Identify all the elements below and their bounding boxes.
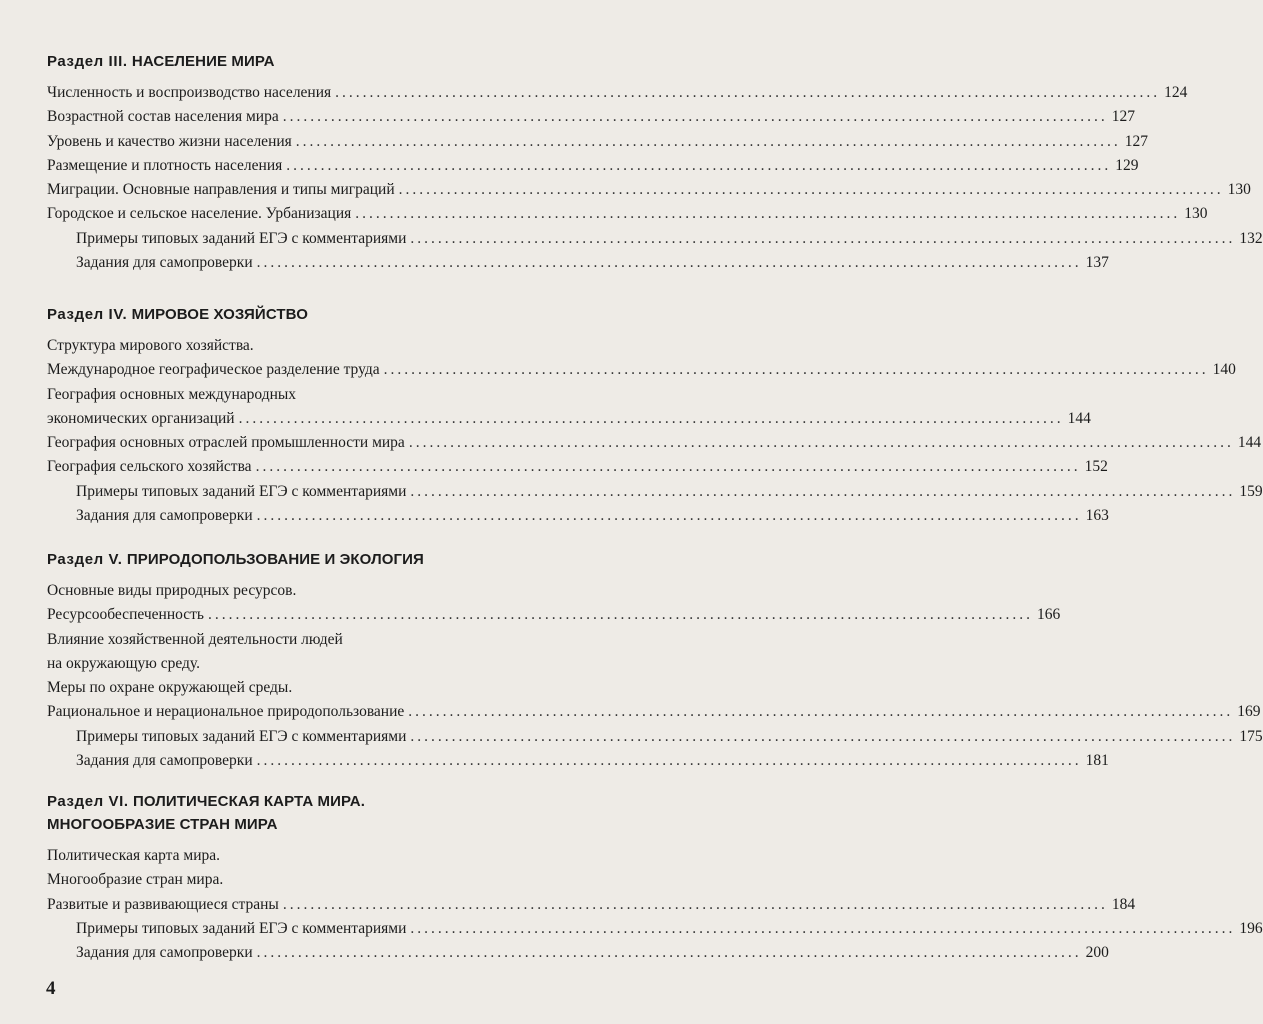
section-label: Раздел III.: [47, 53, 128, 70]
dot-leader: ........................................................................................................................: [335, 84, 1161, 101]
dot-leader: ........................................................................................................................: [256, 944, 1082, 962]
toc-entry-title: Основные виды природных ресурсов.: [47, 582, 297, 599]
toc-entry-page: 130: [1184, 205, 1208, 223]
toc-entry-title: Меры по охране окружающей среды.: [47, 679, 293, 697]
toc-entry[interactable]: [47, 105, 1135, 129]
dot-leader: ........................................................................................................................: [408, 434, 1234, 452]
dot-leader: ........................................................................................................................: [256, 752, 1082, 770]
dot-leader: ........................................................................................................................: [383, 361, 1209, 379]
toc-entry-page: 132: [1239, 229, 1263, 247]
toc-entry[interactable]: [47, 868, 571, 892]
toc-entry[interactable]: [47, 81, 1188, 105]
toc-entry-title: Миграции. Основные направления и типы миграций: [47, 181, 395, 199]
dot-leader: ........................................................................................................................: [238, 409, 1064, 427]
section-title: ПРИРОДОПОЛЬЗОВАНИЕ И ЭКОЛОГИЯ: [126, 551, 424, 568]
toc-entry-page: 144: [1237, 434, 1262, 452]
toc-entry[interactable]: [47, 725, 1263, 749]
toc-entry[interactable]: [47, 383, 571, 407]
toc-entry[interactable]: [47, 334, 571, 358]
section-label: Раздел IV.: [47, 306, 128, 323]
toc-entry-page: 175: [1239, 727, 1263, 745]
toc-entry-title: Примеры типовых заданий ЕГЭ с комментариями: [76, 919, 407, 937]
toc-entry-title: Размещение и плотность населения: [47, 156, 283, 174]
toc-entry[interactable]: [47, 628, 571, 652]
toc-entry-page: 129: [1115, 156, 1139, 174]
toc-entry[interactable]: [47, 917, 1263, 941]
toc-entry-title: Ресурсообеспеченность: [47, 606, 204, 624]
dot-leader: ........................................................................................................................: [207, 606, 1033, 624]
dot-leader: ........................................................................................................................: [410, 727, 1236, 745]
toc-entry-title: Развитые и развивающиеся страны: [47, 895, 279, 913]
toc-entry[interactable]: [47, 251, 1109, 275]
toc-entry-title: География основных международных: [47, 385, 297, 403]
toc-entry[interactable]: [47, 480, 1263, 504]
toc-entry-title: экономических организаций: [47, 409, 235, 427]
toc-entry-title: Международное географическое разделение труда: [47, 361, 380, 379]
toc-entry-page: 127: [1124, 132, 1149, 150]
dot-leader: ........................................................................................................................: [295, 132, 1121, 150]
toc-entry-title: Многообразие стран мира.: [47, 871, 224, 889]
toc-entry[interactable]: [47, 431, 1262, 455]
toc-entries: [47, 579, 1263, 773]
section-title-line2: МНОГООБРАЗИЕ СТРАН МИРА: [47, 816, 278, 833]
toc-entry-page: 163: [1085, 507, 1109, 525]
toc-entry-title: Рациональное и нерациональное природопользование: [47, 703, 405, 721]
dot-leader: ........................................................................................................................: [355, 205, 1181, 223]
section-heading: [47, 50, 571, 73]
dot-leader: ........................................................................................................................: [398, 181, 1224, 199]
dot-leader: ........................................................................................................................: [256, 507, 1082, 525]
section-title: ПОЛИТИЧЕСКАЯ КАРТА МИРА.: [132, 793, 365, 810]
toc-entry-page: 200: [1085, 944, 1109, 962]
toc-entry-title: Задания для самопроверки: [76, 752, 253, 770]
toc-entry[interactable]: [47, 700, 1261, 724]
toc-entry[interactable]: [47, 154, 1139, 178]
toc-entry-title: Примеры типовых заданий ЕГЭ с комментариями: [76, 482, 407, 500]
dot-leader: ........................................................................................................................: [256, 254, 1082, 272]
section-heading: [47, 790, 571, 813]
dot-leader: ........................................................................................................................: [282, 895, 1108, 913]
toc-entry-title: География основных отраслей промышленности мира: [47, 434, 405, 452]
section-3: [47, 50, 1263, 275]
section-label: Раздел V.: [47, 551, 123, 568]
toc-entry-page: 124: [1164, 84, 1188, 101]
toc-entry[interactable]: [47, 676, 571, 700]
toc-entry[interactable]: [47, 178, 1251, 202]
toc-entry-page: 184: [1111, 895, 1136, 913]
dot-leader: ........................................................................................................................: [408, 703, 1234, 721]
toc-entry[interactable]: [47, 652, 571, 676]
toc-entry-page: 130: [1227, 181, 1251, 199]
section-title: НАСЕЛЕНИЕ МИРА: [131, 53, 275, 70]
toc-entry-page: 140: [1212, 361, 1236, 379]
page-number: 4: [46, 978, 56, 999]
section-title: МИРОВОЕ ХОЗЯЙСТВО: [131, 306, 308, 323]
dot-leader: ........................................................................................................................: [255, 458, 1081, 476]
toc-entry[interactable]: [47, 407, 1091, 431]
dot-leader: ........................................................................................................................: [410, 229, 1236, 247]
section-5: [47, 548, 1263, 773]
toc-entry-page: 152: [1084, 458, 1108, 476]
toc-entry-title: Примеры типовых заданий ЕГЭ с комментариями: [76, 229, 407, 247]
toc-entry-title: Численность и воспроизводство населения: [47, 84, 332, 101]
toc-entry[interactable]: [47, 504, 1109, 528]
toc-entry-title: Уровень и качество жизни населения: [47, 132, 292, 150]
toc-entry-page: 196: [1239, 919, 1263, 937]
toc-entries: [47, 334, 1263, 528]
toc-entries: [47, 844, 1263, 965]
toc-entry-page: 159: [1239, 482, 1263, 500]
section-4: [47, 303, 1263, 528]
toc-entry-title: Возрастной состав населения мира: [47, 108, 279, 126]
section-6: [47, 790, 1263, 965]
toc-entry-title: Задания для самопроверки: [76, 254, 253, 272]
toc-entry[interactable]: [47, 844, 571, 868]
toc-entry-title: География сельского хозяйства: [47, 458, 252, 476]
toc-entry-title: Городское и сельское население. Урбанизация: [47, 205, 352, 223]
toc-entry[interactable]: [47, 603, 1061, 627]
toc-entry-title: Задания для самопроверки: [76, 944, 253, 962]
toc-entry[interactable]: [47, 455, 1108, 479]
dot-leader: ........................................................................................................................: [410, 482, 1236, 500]
toc-entry-page: 127: [1111, 108, 1135, 126]
dot-leader: ........................................................................................................................: [410, 919, 1236, 937]
toc-entry[interactable]: [47, 893, 1136, 917]
toc-entry-title: Влияние хозяйственной деятельности людей: [47, 630, 343, 648]
toc-entry[interactable]: [47, 358, 1236, 382]
toc-entry-title: Примеры типовых заданий ЕГЭ с комментариями: [76, 727, 407, 745]
toc-entry-page: 166: [1036, 606, 1061, 624]
toc-entry-page: 144: [1067, 409, 1091, 427]
toc-entry[interactable]: [47, 227, 1263, 251]
toc-entry[interactable]: [47, 130, 1149, 154]
toc-entry[interactable]: [47, 941, 1109, 965]
toc-entry-title: Задания для самопроверки: [76, 507, 253, 525]
toc-entry-title: на окружающую среду.: [47, 654, 200, 672]
dot-leader: ........................................................................................................................: [286, 156, 1112, 174]
toc-entry-title: Политическая карта мира.: [47, 847, 221, 864]
section-heading: [47, 548, 571, 571]
toc-entries: [47, 81, 1263, 275]
section-heading: [47, 303, 571, 326]
toc-entry[interactable]: [47, 202, 1208, 226]
toc-entry-page: 137: [1085, 254, 1109, 272]
toc-entry-page: 169: [1237, 703, 1261, 721]
toc-entry[interactable]: [47, 579, 571, 603]
toc-entry-title: Структура мирового хозяйства.: [47, 337, 254, 354]
section-label: Раздел VI.: [47, 793, 129, 810]
toc-entry[interactable]: [47, 749, 1109, 773]
dot-leader: ........................................................................................................................: [282, 108, 1108, 126]
toc-entry-page: 181: [1085, 752, 1109, 770]
